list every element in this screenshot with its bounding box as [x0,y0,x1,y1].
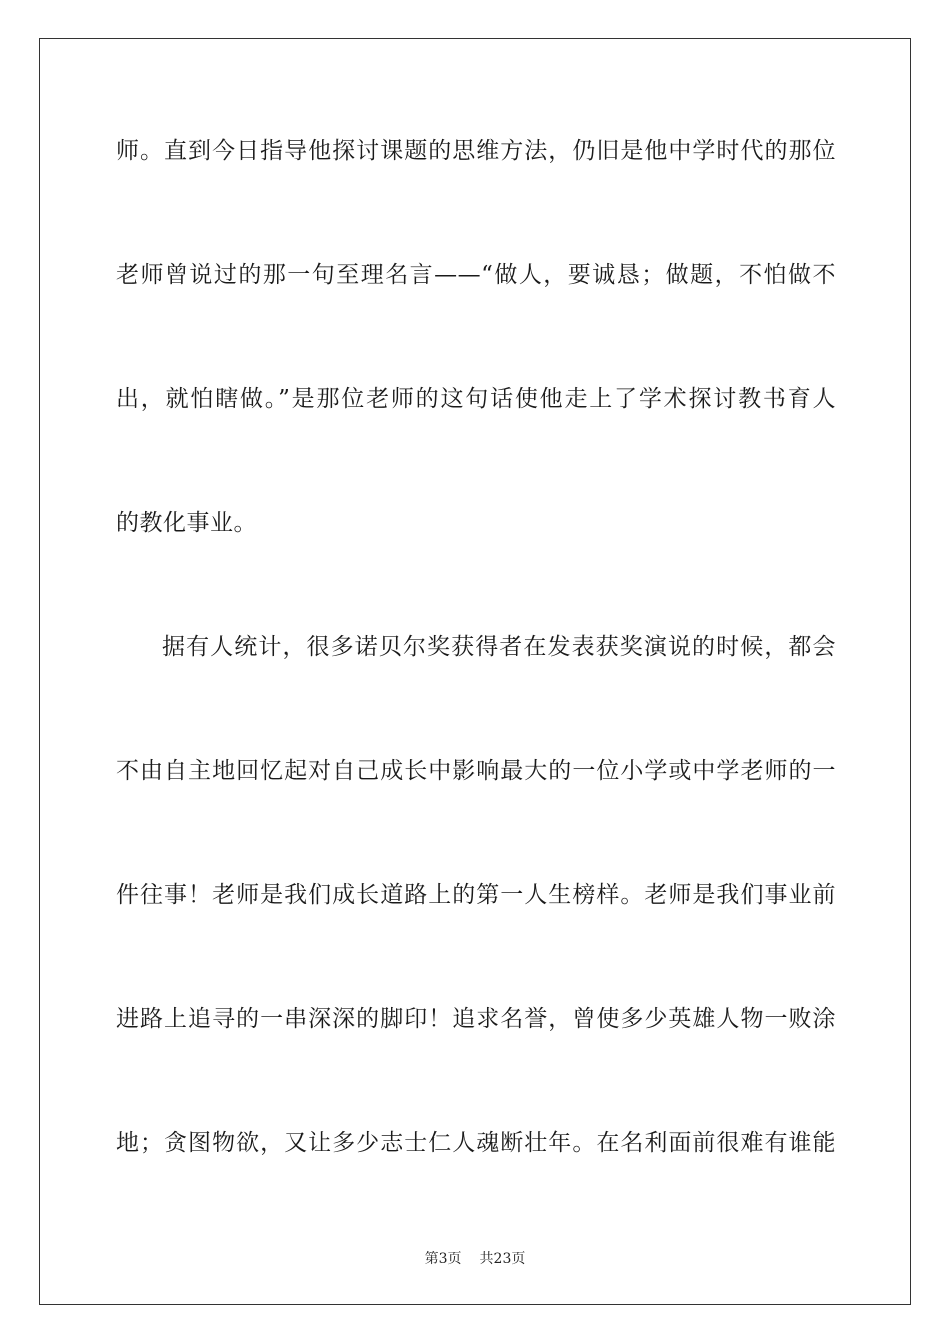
page-number: 第3页 [424,1251,462,1267]
page-footer [0,1248,950,1268]
page-border [39,38,911,1305]
text-line-indented: 据有人统计，很多诺贝尔奖获得者在发表获奖演说的时候，都会 [162,634,836,660]
text-line: 出，就怕瞎做。”是那位老师的这句话使他走上了学术探讨教书育人 [116,386,836,412]
text-line: 地；贪图物欲，又让多少志士仁人魂断壮年。在名利面前很难有谁能 [116,1130,836,1156]
text-line: 的教化事业。 [116,510,257,536]
text-line: 不由自主地回忆起对自己成长中影响最大的一位小学或中学老师的一 [116,758,836,784]
text-line: 师。直到今日指导他探讨课题的思维方法，仍旧是他中学时代的那位 [116,138,836,164]
text-line: 件往事！老师是我们成长道路上的第一人生榜样。老师是我们事业前 [116,882,836,908]
text-line: 进路上追寻的一串深深的脚印！追求名誉，曾使多少英雄人物一败涂 [116,1006,836,1032]
text-line: 老师曾说过的那一句至理名言——“做人，要诚恳；做题，不怕做不 [116,262,836,288]
page-total: 共23页 [479,1251,526,1267]
